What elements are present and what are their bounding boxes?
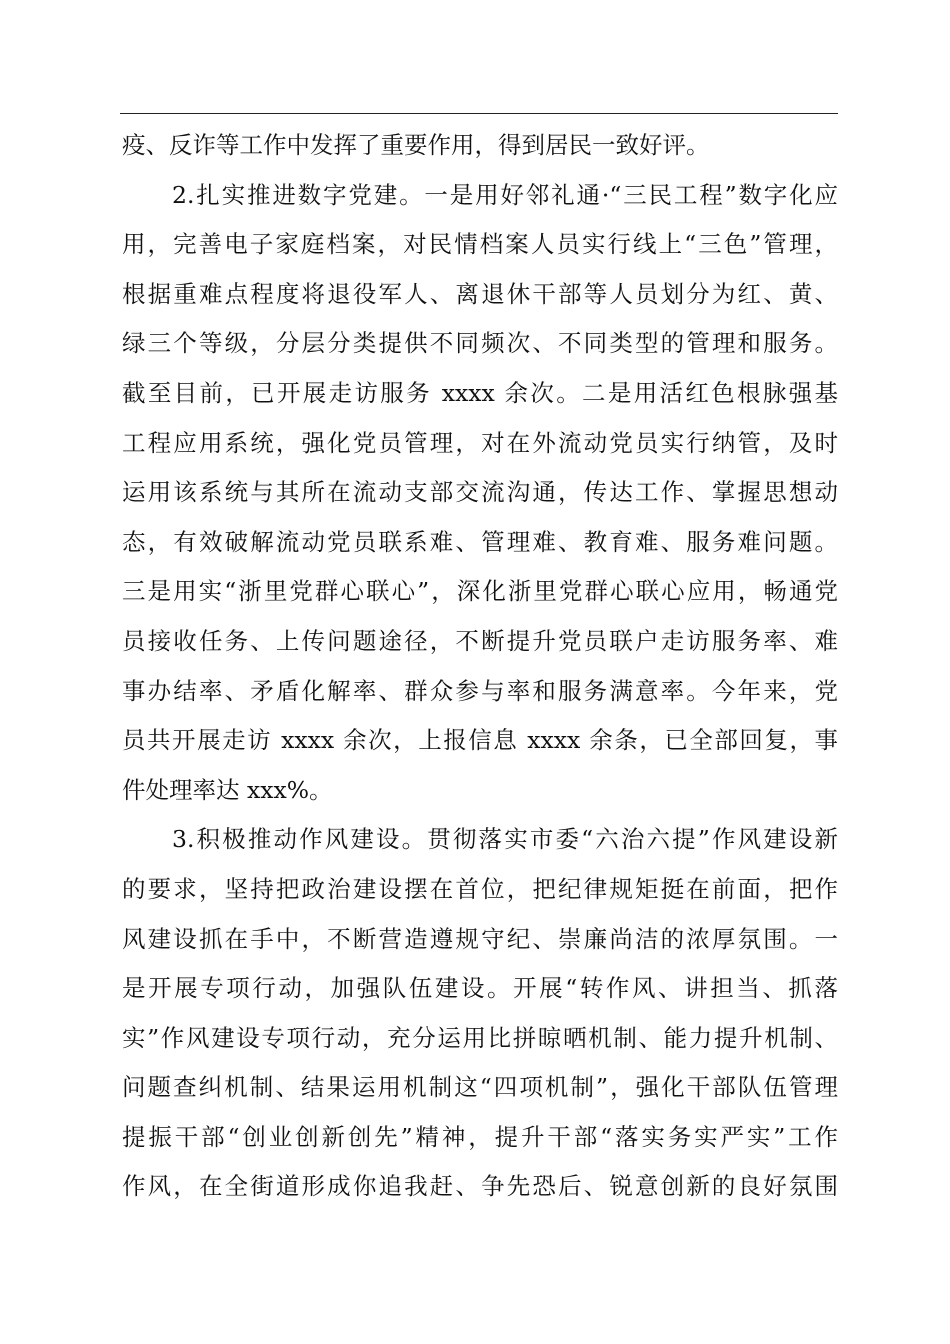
text-line: 三是用实“浙里党群心联心”，深化浙里党群心联心应用，畅通党 xyxy=(122,577,838,606)
text-line: 问题查纠机制、结果运用机制这“四项机制”，强化干部队伍管理 xyxy=(122,1073,838,1102)
text-line: 2.扎实推进数字党建。一是用好邻礼通·“三民工程”数字化应 xyxy=(172,180,838,209)
text-line: 根据重难点程度将退役军人、离退休干部等人员划分为红、黄、 xyxy=(122,279,838,308)
text-line: 疫、反诈等工作中发挥了重要作用，得到居民一致好评。 xyxy=(122,131,710,159)
text-line: 态，有效破解流动党员联系难、管理难、教育难、服务难问题。 xyxy=(122,527,838,556)
text-line: 件处理率达 xxx%。 xyxy=(122,775,333,804)
text-line: 提振干部“创业创新创先”精神，提升干部“落实务实严实”工作 xyxy=(122,1122,838,1151)
header-rule xyxy=(120,113,838,114)
text-line: 风建设抓在手中，不断营造遵规守纪、崇廉尚洁的浓厚氛围。一 xyxy=(122,924,838,953)
text-line: 绿三个等级，分层分类提供不同频次、不同类型的管理和服务。 xyxy=(122,329,838,358)
text-line: 用，完善电子家庭档案，对民情档案人员实行线上“三色”管理， xyxy=(122,230,838,259)
text-line: 截至目前，已开展走访服务 xxxx 余次。二是用活红色根脉强基 xyxy=(122,378,838,407)
text-line: 运用该系统与其所在流动支部交流沟通，传达工作、掌握思想动 xyxy=(122,478,838,507)
text-line: 的要求，坚持把政治建设摆在首位，把纪律规矩挺在前面，把作 xyxy=(122,874,838,903)
text-line: 员共开展走访 xxxx 余次，上报信息 xxxx 余条，已全部回复，事 xyxy=(122,726,838,755)
text-line: 实”作风建设专项行动，充分运用比拼晾晒机制、能力提升机制、 xyxy=(122,1023,838,1052)
text-line: 工程应用系统，强化党员管理，对在外流动党员实行纳管，及时 xyxy=(122,428,838,457)
text-line: 员接收任务、上传问题途径，不断提升党员联户走访服务率、难 xyxy=(122,626,838,655)
text-line: 3.积极推动作风建设。贯彻落实市委“六治六提”作风建设新 xyxy=(172,825,838,854)
text-line: 事办结率、矛盾化解率、群众参与率和服务满意率。今年来，党 xyxy=(122,676,838,705)
text-line: 作风，在全街道形成你追我赶、争先恐后、锐意创新的良好氛围 xyxy=(122,1172,838,1201)
text-line: 是开展专项行动，加强队伍建设。开展“转作风、讲担当、抓落 xyxy=(122,974,838,1003)
body-text xyxy=(122,121,838,1212)
